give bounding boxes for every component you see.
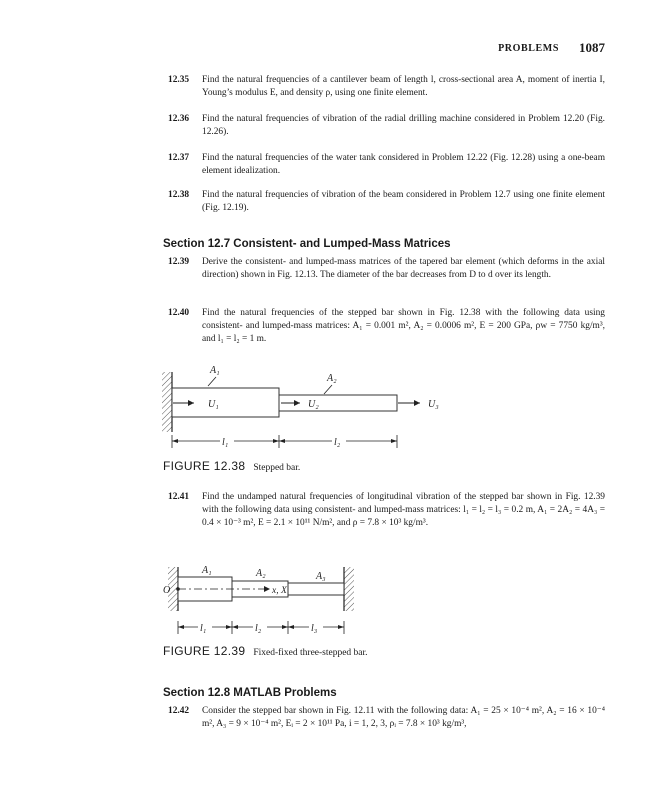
l2-label: l₂ [255, 623, 262, 634]
problem-12-36 [168, 113, 605, 139]
problem-number: 12.40 [168, 308, 190, 318]
u3-arrow [414, 400, 420, 406]
a1-label: A₁ [210, 365, 220, 376]
problem-text: Find the natural frequencies of a cantilever beam of length l, cross-sectional area A, moment of inertia I, Young’s modulus E, and density ρ, using one finite element. [202, 75, 605, 98]
problem-text: Find the natural frequencies of vibration of the beam considered in Problem 12.7 using one finite element (Fig. 12.19). [202, 190, 605, 213]
section-title: Section 12.8 MATLAB Problems [163, 687, 337, 699]
problem-12-40 [168, 307, 605, 346]
figure-label: FIGURE 12.39 [163, 644, 246, 658]
problem-number: 12.37 [168, 153, 190, 163]
l1-label: l₁ [200, 623, 207, 634]
running-header [160, 40, 605, 60]
l1-label: l₁ [222, 437, 229, 448]
figure-12-38-caption [163, 459, 300, 474]
a2-pointer [324, 385, 332, 394]
three-stepped-bar-diagram [158, 561, 373, 639]
a3-label: A₃ [316, 571, 326, 582]
origin-label: O [163, 585, 171, 596]
u1-label: U₁ [208, 399, 219, 410]
problem-number: 12.41 [168, 492, 190, 502]
origin-point [176, 587, 180, 591]
problem-number: 12.35 [168, 75, 190, 85]
section-title: Section 12.7 Consistent- and Lumped-Mass Matrices [163, 238, 451, 250]
step-3 [288, 583, 344, 595]
a1-pointer [208, 377, 216, 386]
problem-number: 12.38 [168, 190, 190, 200]
page-number: 1087 [579, 40, 605, 55]
problem-text: Find the undamped natural frequencies of longitudinal vibration of the stepped bar shown in Fig. 12.39 with the following data using consistent- and lumped-mass matrices: l₁ = l₂ = l₃ = 0.2 m, A₁ = 2A₂ = 4A₃ = 0.4 × 10⁻³ m², E = 2.1 × 10¹¹ N/m², and ρ = 7.8 × 10³ kg/m³. [202, 492, 605, 528]
problem-number: 12.42 [168, 706, 190, 716]
fixed-support [162, 372, 172, 432]
problem-12-39 [168, 256, 605, 282]
header-label: PROBLEMS [498, 43, 559, 54]
problem-12-38 [168, 189, 605, 215]
problem-number: 12.36 [168, 114, 190, 124]
problem-number: 12.39 [168, 257, 190, 267]
figure-caption-text: Fixed-fixed three-stepped bar. [253, 648, 368, 658]
section-heading-12-8 [163, 687, 337, 699]
u3-label: U₃ [428, 399, 439, 410]
l3-label: l₃ [311, 623, 318, 634]
problem-12-37 [168, 152, 605, 178]
problem-text: Find the natural frequencies of the stepped bar shown in Fig. 12.38 with the following data using consistent- and lumped-mass matrices: A₁ = 0.001 m², A₂ = 0.0006 m², E = 200 GPa, ρw = 7750 kg/m³, and l₁ = l₂ = 1 m. [202, 308, 605, 344]
problem-12-42 [168, 705, 605, 731]
a2-label: A₂ [327, 373, 337, 384]
problem-text: Derive the consistent- and lumped-mass matrices of the tapered bar element (which deforms in the axial direction) shown in Fig. 12.13. The diameter of the bar decreases from D to d over its length. [202, 257, 605, 280]
a2-label: A₂ [256, 568, 266, 579]
figure-12-39-caption [163, 644, 368, 659]
u2-label: U₂ [308, 399, 319, 410]
stepped-bar-diagram [150, 358, 450, 456]
figure-caption-text: Stepped bar. [253, 463, 301, 473]
figure-label: FIGURE 12.38 [163, 459, 246, 473]
l2-label: l₂ [334, 437, 341, 448]
right-fixed-support [344, 567, 354, 611]
a1-label: A₁ [202, 565, 212, 576]
problem-12-35 [168, 74, 605, 100]
problem-12-41 [168, 491, 605, 530]
axis-label: x, X [272, 586, 287, 596]
problem-text: Find the natural frequencies of vibration of the radial drilling machine considered in Problem 12.20 (Fig. 12.26). [202, 114, 605, 137]
section-heading-12-7 [163, 238, 451, 250]
problem-text: Consider the stepped bar shown in Fig. 12.11 with the following data: A₁ = 25 × 10⁻⁴ m², A₂ = 16 × 10⁻⁴ m², A₃ = 9 × 10⁻⁴ m², Eᵢ = 2 × 10¹¹ Pa, i = 1, 2, 3, ρᵢ = 7.8 × 10³ kg/m³, [202, 706, 605, 729]
problem-text: Find the natural frequencies of the water tank considered in Problem 12.22 (Fig. 12.28) using a one-beam element idealization. [202, 153, 605, 176]
